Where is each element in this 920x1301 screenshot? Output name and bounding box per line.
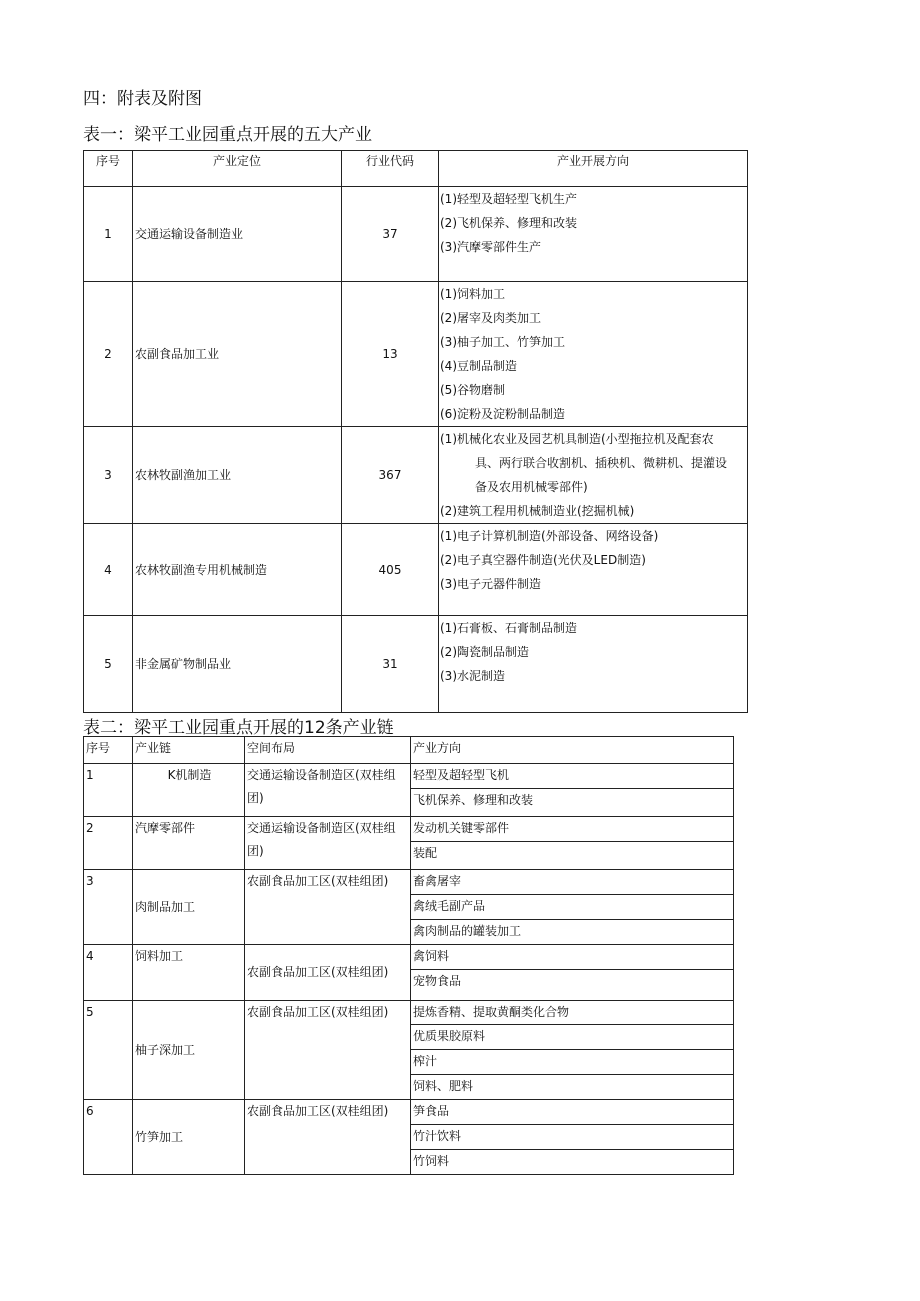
layout-cell: 交通运输设备制造区(双桂组团) <box>245 817 411 870</box>
industry-cell: 农林牧副渔专用机械制造 <box>133 524 342 616</box>
layout-cell: 农副食品加工区(双桂组团) <box>245 1100 411 1175</box>
direction-item-continuation: 具、两行联合收割机、插秧机、微耕机、提灌设 <box>475 456 728 470</box>
row-number: 4 <box>84 524 133 616</box>
table2-title: 表二：梁平工业园重点开展的12条产业链 <box>83 718 394 738</box>
direction-cell: 发动机关键零部件 <box>411 817 734 842</box>
direction-cell: 竹饲料 <box>411 1150 734 1175</box>
directions-cell <box>439 616 748 713</box>
chains-table <box>83 736 734 1175</box>
direction-cell: 榨汁 <box>411 1050 734 1075</box>
table-header-row <box>84 737 734 764</box>
table-row <box>84 616 748 713</box>
direction-cell: 畜禽屠宰 <box>411 870 734 895</box>
row-number: 5 <box>84 616 133 713</box>
industry-cell: 非金属矿物制品业 <box>133 616 342 713</box>
direction-cell: 装配 <box>411 842 734 870</box>
direction-cell: 竹汁饮料 <box>411 1125 734 1150</box>
table-row <box>84 1001 734 1025</box>
header-cell: 空间布局 <box>245 737 411 764</box>
code-cell: 31 <box>342 616 439 713</box>
chain-cell: K机制造 <box>133 764 245 817</box>
row-number: 1 <box>84 187 133 282</box>
direction-item: (1)饲料加工 <box>440 287 505 301</box>
table-row <box>84 1100 734 1125</box>
direction-cell: 禽绒毛副产品 <box>411 895 734 920</box>
industry-cell: 农林牧副渔加工业 <box>133 427 342 524</box>
direction-item: (3)电子元器件制造 <box>440 577 541 591</box>
layout-cell: 农副食品加工区(双桂组团) <box>245 1001 411 1100</box>
table1-title: 表一：梁平工业园重点开展的五大产业 <box>83 125 372 145</box>
direction-cell: 禽肉制品的罐装加工 <box>411 920 734 945</box>
table-row <box>84 945 734 970</box>
direction-item: (5)谷物磨制 <box>440 383 505 397</box>
row-number: 6 <box>84 1100 133 1175</box>
row-number: 2 <box>84 817 133 870</box>
industry-cell: 农副食品加工业 <box>133 282 342 427</box>
directions-cell <box>439 524 748 616</box>
direction-cell: 禽饲料 <box>411 945 734 970</box>
row-number: 3 <box>84 870 133 945</box>
table-row <box>84 282 748 427</box>
chain-cell: 汽摩零部件 <box>133 817 245 870</box>
direction-item: (3)汽摩零部件生产 <box>440 240 541 254</box>
direction-cell: 飞机保养、修理和改装 <box>411 789 734 817</box>
directions-cell <box>439 187 748 282</box>
directions-cell <box>439 427 748 524</box>
direction-item: (1)轻型及超轻型飞机生产 <box>440 192 577 206</box>
industries-table <box>83 150 748 713</box>
direction-item: (2)屠宰及肉类加工 <box>440 311 541 325</box>
layout-cell: 农副食品加工区(双桂组团) <box>245 870 411 945</box>
row-number: 4 <box>84 945 133 1001</box>
direction-item: (3)柚子加工、竹笋加工 <box>440 335 565 349</box>
direction-item: (2)电子真空器件制造(光伏及LED制造) <box>440 553 646 567</box>
direction-cell: 优质果胶原料 <box>411 1025 734 1050</box>
header-cell: 产业链 <box>133 737 245 764</box>
table-header-row <box>84 151 748 187</box>
direction-item: (4)豆制品制造 <box>440 359 517 373</box>
industry-cell: 交通运输设备制造业 <box>133 187 342 282</box>
row-number: 1 <box>84 764 133 817</box>
chain-cell: 肉制品加工 <box>133 870 245 945</box>
directions-cell <box>439 282 748 427</box>
chain-cell: 竹笋加工 <box>133 1100 245 1175</box>
table-row <box>84 870 734 895</box>
chain-cell: 饲料加工 <box>133 945 245 1001</box>
direction-cell: 宠物食品 <box>411 970 734 1001</box>
layout-cell: 农副食品加工区(双桂组团) <box>245 945 411 1001</box>
row-number: 2 <box>84 282 133 427</box>
table-row <box>84 817 734 842</box>
direction-item: (2)陶瓷制品制造 <box>440 645 529 659</box>
header-cell: 序号 <box>84 737 133 764</box>
direction-item: (6)淀粉及淀粉制品制造 <box>440 407 565 421</box>
table-row <box>84 187 748 282</box>
row-number: 3 <box>84 427 133 524</box>
direction-cell: 轻型及超轻型飞机 <box>411 764 734 789</box>
header-cell: 序号 <box>84 151 133 187</box>
direction-item: (2)飞机保养、修理和改装 <box>440 216 577 230</box>
code-cell: 405 <box>342 524 439 616</box>
table-row <box>84 764 734 789</box>
section-title: 四：附表及附图 <box>83 89 202 109</box>
layout-cell: 交通运输设备制造区(双桂组团) <box>245 764 411 817</box>
direction-item: (1)石膏板、石膏制品制造 <box>440 621 577 635</box>
header-cell: 产业定位 <box>133 151 342 187</box>
direction-item: (1)电子计算机制造(外部设备、网络设备) <box>440 529 659 543</box>
row-number: 5 <box>84 1001 133 1100</box>
header-cell: 产业开展方向 <box>439 151 748 187</box>
table-row <box>84 524 748 616</box>
header-cell: 产业方向 <box>411 737 734 764</box>
direction-cell: 饲料、肥料 <box>411 1075 734 1100</box>
direction-cell: 笋食品 <box>411 1100 734 1125</box>
direction-item-continuation: 备及农用机械零部件) <box>475 480 588 494</box>
direction-item: (2)建筑工程用机械制造业(挖掘机械) <box>440 504 635 518</box>
code-cell: 367 <box>342 427 439 524</box>
direction-cell: 提炼香精、提取黄酮类化合物 <box>411 1001 734 1025</box>
code-cell: 13 <box>342 282 439 427</box>
direction-item: (1)机械化农业及园艺机具制造(小型拖拉机及配套农 <box>440 432 714 446</box>
header-cell: 行业代码 <box>342 151 439 187</box>
code-cell: 37 <box>342 187 439 282</box>
direction-item: (3)水泥制造 <box>440 669 505 683</box>
table-row <box>84 427 748 524</box>
chain-cell: 柚子深加工 <box>133 1001 245 1100</box>
